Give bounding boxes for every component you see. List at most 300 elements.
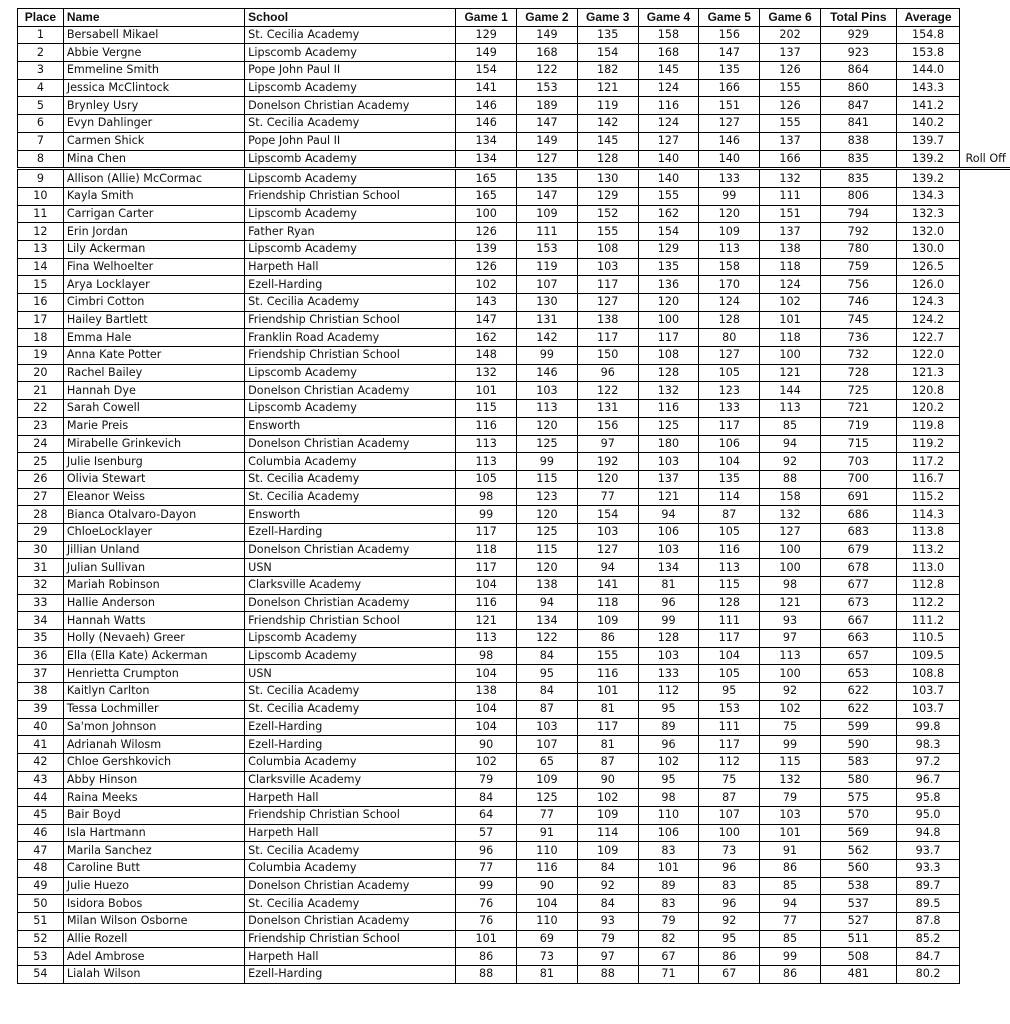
cell-game-6: 77: [760, 913, 821, 931]
cell-game-5: 86: [699, 948, 760, 966]
cell-game-3: 150: [577, 347, 638, 365]
cell-game-1: 79: [456, 771, 517, 789]
cell-game-4: 94: [638, 506, 699, 524]
cell-total-pins: 679: [820, 541, 896, 559]
cell-game-5: 87: [699, 789, 760, 807]
cell-average: 139.7: [896, 132, 960, 150]
cell-game-1: 165: [456, 187, 517, 205]
cell-average: 140.2: [896, 115, 960, 133]
cell-game-1: 146: [456, 115, 517, 133]
cell-game-5: 113: [699, 559, 760, 577]
cell-game-3: 122: [577, 382, 638, 400]
cell-total-pins: 780: [820, 240, 896, 258]
cell-name: Marila Sanchez: [63, 842, 244, 860]
cell-game-4: 168: [638, 44, 699, 62]
cell-average: 113.8: [896, 523, 960, 541]
cell-place: 40: [18, 718, 64, 736]
cell-average: 94.8: [896, 824, 960, 842]
cell-game-5: 105: [699, 665, 760, 683]
cell-average: 144.0: [896, 62, 960, 80]
cell-place: 29: [18, 523, 64, 541]
cell-game-1: 104: [456, 577, 517, 595]
table-row: [18, 842, 1010, 860]
cell-name: Sa'mon Johnson: [63, 718, 244, 736]
cell-name: Adel Ambrose: [63, 948, 244, 966]
cell-game-2: 95: [517, 665, 578, 683]
cell-game-4: 81: [638, 577, 699, 595]
table-row: [18, 311, 1010, 329]
cell-game-4: 116: [638, 400, 699, 418]
empty-note-cell: [960, 753, 1010, 771]
cell-total-pins: 678: [820, 559, 896, 577]
cell-total-pins: 538: [820, 877, 896, 895]
cell-name: Kaitlyn Carlton: [63, 683, 244, 701]
cell-average: 122.0: [896, 347, 960, 365]
cell-game-2: 125: [517, 523, 578, 541]
cell-average: 115.2: [896, 488, 960, 506]
cell-place: 35: [18, 630, 64, 648]
cell-game-3: 155: [577, 223, 638, 241]
cell-game-5: 95: [699, 683, 760, 701]
cell-total-pins: 841: [820, 115, 896, 133]
cell-game-6: 86: [760, 860, 821, 878]
cell-game-6: 113: [760, 400, 821, 418]
header-place: Place: [18, 9, 64, 27]
cell-game-6: 155: [760, 79, 821, 97]
cell-school: Pope John Paul II: [245, 62, 456, 80]
cell-game-2: 147: [517, 115, 578, 133]
cell-game-4: 101: [638, 860, 699, 878]
cell-total-pins: 560: [820, 860, 896, 878]
cell-game-5: 117: [699, 736, 760, 754]
cell-average: 85.2: [896, 930, 960, 948]
cell-game-6: 132: [760, 506, 821, 524]
cell-game-3: 86: [577, 630, 638, 648]
cell-place: 7: [18, 132, 64, 150]
cell-average: 124.2: [896, 311, 960, 329]
empty-note-cell: [960, 488, 1010, 506]
cell-name: Julian Sullivan: [63, 559, 244, 577]
cell-game-5: 116: [699, 541, 760, 559]
cell-school: Ezell-Harding: [245, 276, 456, 294]
cell-game-4: 125: [638, 417, 699, 435]
table-row: [18, 470, 1010, 488]
cell-school: Donelson Christian Academy: [245, 382, 456, 400]
cell-total-pins: 715: [820, 435, 896, 453]
cell-name: Chloe Gershkovich: [63, 753, 244, 771]
cell-place: 23: [18, 417, 64, 435]
cell-game-4: 89: [638, 718, 699, 736]
cell-game-3: 128: [577, 150, 638, 169]
cell-game-6: 103: [760, 806, 821, 824]
cell-game-6: 94: [760, 895, 821, 913]
cell-average: 154.8: [896, 26, 960, 44]
cell-total-pins: 806: [820, 187, 896, 205]
cell-place: 34: [18, 612, 64, 630]
table-row: [18, 700, 1010, 718]
cell-game-4: 136: [638, 276, 699, 294]
cell-school: Lipscomb Academy: [245, 44, 456, 62]
cell-game-1: 162: [456, 329, 517, 347]
cell-average: 130.0: [896, 240, 960, 258]
cell-name: Fina Welhoelter: [63, 258, 244, 276]
cell-game-4: 108: [638, 347, 699, 365]
cell-game-1: 132: [456, 364, 517, 382]
table-row: [18, 258, 1010, 276]
cell-total-pins: 663: [820, 630, 896, 648]
cell-game-2: 115: [517, 541, 578, 559]
cell-place: 28: [18, 506, 64, 524]
cell-name: Marie Preis: [63, 417, 244, 435]
cell-game-3: 97: [577, 435, 638, 453]
cell-place: 37: [18, 665, 64, 683]
empty-note-cell: [960, 400, 1010, 418]
table-row: [18, 132, 1010, 150]
cell-game-4: 154: [638, 223, 699, 241]
cell-school: St. Cecilia Academy: [245, 683, 456, 701]
cell-average: 124.3: [896, 294, 960, 312]
cell-game-3: 141: [577, 577, 638, 595]
cell-total-pins: 835: [820, 169, 896, 188]
cell-average: 112.8: [896, 577, 960, 595]
cell-game-2: 153: [517, 79, 578, 97]
cell-game-1: 104: [456, 718, 517, 736]
table-row: [18, 44, 1010, 62]
cell-game-6: 113: [760, 647, 821, 665]
cell-game-3: 117: [577, 718, 638, 736]
cell-game-2: 138: [517, 577, 578, 595]
cell-game-2: 125: [517, 789, 578, 807]
table-row: [18, 115, 1010, 133]
cell-place: 47: [18, 842, 64, 860]
cell-school: Lipscomb Academy: [245, 647, 456, 665]
cell-game-1: 100: [456, 205, 517, 223]
cell-place: 2: [18, 44, 64, 62]
cell-game-3: 77: [577, 488, 638, 506]
empty-note-cell: [960, 913, 1010, 931]
empty-note-cell: [960, 435, 1010, 453]
cell-school: Clarksville Academy: [245, 577, 456, 595]
cell-average: 84.7: [896, 948, 960, 966]
cell-name: Abby Hinson: [63, 771, 244, 789]
table-row: [18, 824, 1010, 842]
table-row: [18, 169, 1010, 188]
cell-game-1: 113: [456, 453, 517, 471]
cell-place: 48: [18, 860, 64, 878]
cell-game-3: 84: [577, 895, 638, 913]
header-game-1: Game 1: [456, 9, 517, 27]
cell-game-4: 121: [638, 488, 699, 506]
cell-game-1: 134: [456, 132, 517, 150]
cell-total-pins: 686: [820, 506, 896, 524]
cell-game-3: 103: [577, 258, 638, 276]
cell-game-1: 98: [456, 488, 517, 506]
table-row: [18, 647, 1010, 665]
cell-game-4: 95: [638, 700, 699, 718]
table-row: [18, 577, 1010, 595]
cell-game-3: 102: [577, 789, 638, 807]
empty-note-cell: [960, 132, 1010, 150]
empty-note-cell: [960, 806, 1010, 824]
cell-game-2: 130: [517, 294, 578, 312]
cell-game-6: 166: [760, 150, 821, 169]
cell-game-5: 105: [699, 523, 760, 541]
cell-game-4: 140: [638, 169, 699, 188]
cell-average: 109.5: [896, 647, 960, 665]
cell-school: St. Cecilia Academy: [245, 842, 456, 860]
cell-game-4: 67: [638, 948, 699, 966]
cell-average: 119.8: [896, 417, 960, 435]
cell-name: Carmen Shick: [63, 132, 244, 150]
cell-game-5: 127: [699, 115, 760, 133]
cell-place: 39: [18, 700, 64, 718]
cell-game-6: 155: [760, 115, 821, 133]
cell-game-1: 88: [456, 966, 517, 984]
roll-off-note: Roll Off: [960, 150, 1010, 169]
cell-game-2: 134: [517, 612, 578, 630]
cell-game-2: 110: [517, 842, 578, 860]
table-row: [18, 718, 1010, 736]
cell-game-4: 89: [638, 877, 699, 895]
cell-game-4: 145: [638, 62, 699, 80]
cell-game-5: 114: [699, 488, 760, 506]
cell-game-5: 120: [699, 205, 760, 223]
cell-total-pins: 929: [820, 26, 896, 44]
cell-game-5: 135: [699, 62, 760, 80]
cell-game-4: 102: [638, 753, 699, 771]
table-row: [18, 276, 1010, 294]
cell-total-pins: 838: [820, 132, 896, 150]
cell-name: Tessa Lochmiller: [63, 700, 244, 718]
table-row: [18, 223, 1010, 241]
cell-game-5: 133: [699, 400, 760, 418]
cell-total-pins: 599: [820, 718, 896, 736]
cell-game-2: 81: [517, 966, 578, 984]
empty-note-cell: [960, 364, 1010, 382]
cell-total-pins: 537: [820, 895, 896, 913]
cell-game-3: 117: [577, 329, 638, 347]
cell-name: Henrietta Crumpton: [63, 665, 244, 683]
cell-school: Columbia Academy: [245, 860, 456, 878]
cell-total-pins: 756: [820, 276, 896, 294]
cell-game-1: 146: [456, 97, 517, 115]
cell-game-1: 101: [456, 930, 517, 948]
cell-game-3: 154: [577, 44, 638, 62]
cell-school: Ezell-Harding: [245, 718, 456, 736]
cell-total-pins: 792: [820, 223, 896, 241]
cell-game-2: 119: [517, 258, 578, 276]
cell-game-2: 110: [517, 913, 578, 931]
cell-name: Jillian Unland: [63, 541, 244, 559]
empty-note-cell: [960, 382, 1010, 400]
cell-name: Isla Hartmann: [63, 824, 244, 842]
table-row: [18, 417, 1010, 435]
cell-place: 32: [18, 577, 64, 595]
table-row: [18, 294, 1010, 312]
cell-game-2: 120: [517, 417, 578, 435]
cell-game-3: 81: [577, 700, 638, 718]
cell-game-4: 128: [638, 630, 699, 648]
cell-average: 89.7: [896, 877, 960, 895]
cell-game-2: 125: [517, 435, 578, 453]
cell-game-4: 116: [638, 97, 699, 115]
cell-total-pins: 691: [820, 488, 896, 506]
empty-note-cell: [960, 506, 1010, 524]
cell-game-6: 75: [760, 718, 821, 736]
cell-game-2: 116: [517, 860, 578, 878]
cell-game-5: 92: [699, 913, 760, 931]
table-row: [18, 488, 1010, 506]
cell-average: 134.3: [896, 187, 960, 205]
cell-school: Harpeth Hall: [245, 948, 456, 966]
cell-game-3: 109: [577, 612, 638, 630]
cell-game-4: 112: [638, 683, 699, 701]
cell-game-3: 92: [577, 877, 638, 895]
cell-game-4: 137: [638, 470, 699, 488]
empty-note-cell: [960, 860, 1010, 878]
cell-school: Pope John Paul II: [245, 132, 456, 150]
cell-average: 80.2: [896, 966, 960, 984]
cell-game-2: 131: [517, 311, 578, 329]
cell-place: 43: [18, 771, 64, 789]
cell-game-4: 180: [638, 435, 699, 453]
cell-game-2: 168: [517, 44, 578, 62]
cell-game-5: 111: [699, 718, 760, 736]
cell-game-6: 115: [760, 753, 821, 771]
cell-game-4: 158: [638, 26, 699, 44]
cell-game-1: 76: [456, 913, 517, 931]
cell-school: Friendship Christian School: [245, 187, 456, 205]
table-row: [18, 559, 1010, 577]
cell-average: 103.7: [896, 700, 960, 718]
table-row: [18, 79, 1010, 97]
cell-game-2: 94: [517, 594, 578, 612]
header-game-2: Game 2: [517, 9, 578, 27]
cell-game-1: 77: [456, 860, 517, 878]
cell-school: Franklin Road Academy: [245, 329, 456, 347]
cell-game-5: 170: [699, 276, 760, 294]
cell-game-1: 113: [456, 630, 517, 648]
cell-game-6: 158: [760, 488, 821, 506]
cell-game-1: 76: [456, 895, 517, 913]
standings-table: [17, 8, 1010, 984]
table-row: [18, 753, 1010, 771]
cell-game-3: 84: [577, 860, 638, 878]
cell-game-4: 128: [638, 364, 699, 382]
empty-note-cell: [960, 930, 1010, 948]
table-row: [18, 400, 1010, 418]
empty-note-cell: [960, 559, 1010, 577]
cell-game-6: 85: [760, 877, 821, 895]
cell-game-3: 135: [577, 26, 638, 44]
cell-name: Ella (Ella Kate) Ackerman: [63, 647, 244, 665]
cell-name: Anna Kate Potter: [63, 347, 244, 365]
cell-game-2: 115: [517, 470, 578, 488]
cell-game-4: 82: [638, 930, 699, 948]
cell-name: Allison (Allie) McCormac: [63, 169, 244, 188]
cell-game-2: 84: [517, 683, 578, 701]
cell-total-pins: 590: [820, 736, 896, 754]
empty-note-cell: [960, 115, 1010, 133]
table-row: [18, 62, 1010, 80]
cell-school: Friendship Christian School: [245, 347, 456, 365]
cell-game-6: 137: [760, 223, 821, 241]
cell-game-4: 132: [638, 382, 699, 400]
table-row: [18, 205, 1010, 223]
cell-name: Carrigan Carter: [63, 205, 244, 223]
cell-average: 113.0: [896, 559, 960, 577]
cell-place: 5: [18, 97, 64, 115]
cell-game-3: 138: [577, 311, 638, 329]
header-average: Average: [896, 9, 960, 27]
cell-game-5: 124: [699, 294, 760, 312]
cell-game-1: 118: [456, 541, 517, 559]
cell-game-5: 99: [699, 187, 760, 205]
cell-game-5: 127: [699, 347, 760, 365]
cell-place: 17: [18, 311, 64, 329]
cell-game-6: 100: [760, 347, 821, 365]
cell-game-3: 97: [577, 948, 638, 966]
cell-game-5: 73: [699, 842, 760, 860]
cell-average: 99.8: [896, 718, 960, 736]
cell-game-4: 79: [638, 913, 699, 931]
cell-game-1: 116: [456, 594, 517, 612]
cell-game-3: 116: [577, 665, 638, 683]
empty-note-cell: [960, 169, 1010, 188]
cell-game-6: 121: [760, 364, 821, 382]
cell-name: Lily Ackerman: [63, 240, 244, 258]
cell-game-2: 65: [517, 753, 578, 771]
cell-game-3: 79: [577, 930, 638, 948]
cell-place: 12: [18, 223, 64, 241]
cell-name: Adrianah Wilosm: [63, 736, 244, 754]
cell-total-pins: 721: [820, 400, 896, 418]
table-row: [18, 435, 1010, 453]
cell-name: Mina Chen: [63, 150, 244, 169]
cell-game-5: 151: [699, 97, 760, 115]
table-row: [18, 612, 1010, 630]
cell-game-3: 114: [577, 824, 638, 842]
empty-note-cell: [960, 26, 1010, 44]
cell-average: 108.8: [896, 665, 960, 683]
cell-game-5: 106: [699, 435, 760, 453]
cell-school: Harpeth Hall: [245, 824, 456, 842]
cell-name: Hannah Dye: [63, 382, 244, 400]
cell-game-3: 145: [577, 132, 638, 150]
cell-game-1: 101: [456, 382, 517, 400]
cell-game-6: 92: [760, 683, 821, 701]
cell-game-6: 202: [760, 26, 821, 44]
cell-total-pins: 569: [820, 824, 896, 842]
cell-game-5: 105: [699, 364, 760, 382]
cell-game-3: 101: [577, 683, 638, 701]
cell-game-4: 71: [638, 966, 699, 984]
cell-game-6: 101: [760, 824, 821, 842]
cell-game-4: 135: [638, 258, 699, 276]
cell-name: Julie Isenburg: [63, 453, 244, 471]
cell-game-1: 141: [456, 79, 517, 97]
cell-average: 153.8: [896, 44, 960, 62]
cell-average: 103.7: [896, 683, 960, 701]
cell-place: 38: [18, 683, 64, 701]
cell-game-5: 147: [699, 44, 760, 62]
cell-game-4: 83: [638, 842, 699, 860]
empty-note-cell: [960, 665, 1010, 683]
table-row: [18, 594, 1010, 612]
cell-name: Erin Jordan: [63, 223, 244, 241]
cell-game-3: 93: [577, 913, 638, 931]
cell-game-1: 138: [456, 683, 517, 701]
